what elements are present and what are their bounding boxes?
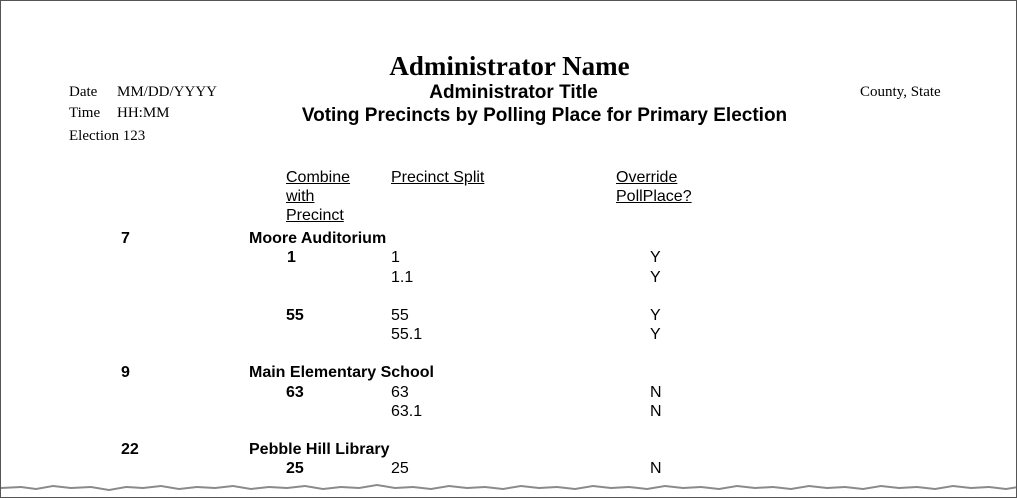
column-header-combine [286,168,350,225]
administrator-name: Administrator Name [389,51,630,81]
column-header-combine-line3: Precinct [286,207,344,224]
column-header-override-line2: PollPlace? [616,188,692,205]
administrator-title: Administrator Title [429,82,598,103]
combine-precinct: 1 [287,249,296,266]
polling-place-name: Pebble Hill Library [249,441,390,458]
time-value: HH:MM [117,105,170,121]
precinct-split: 55 [391,307,409,324]
override-flag: N [650,460,662,477]
column-header-combine-line1: Combine [286,169,351,186]
polling-place-id: 7 [121,230,130,247]
column-header-override [616,168,692,206]
torn-edge-graphic [1,481,1017,497]
county-state: County, State [860,84,941,100]
combine-precinct: 63 [286,384,304,401]
polling-place-id: 22 [121,441,139,458]
precinct-split: 25 [391,460,409,477]
column-header-precinct-split: Precinct Split [391,169,485,186]
override-flag: Y [650,326,661,343]
date-value: MM/DD/YYYY [117,84,218,100]
precinct-split: 63.1 [391,403,423,420]
time-label: Time [69,105,101,121]
polling-place-id: 9 [121,364,130,381]
combine-precinct: 55 [286,307,304,324]
column-header-override-line1: Override [616,169,678,186]
precinct-split: 1.1 [391,269,414,286]
combine-precinct: 25 [286,460,304,477]
override-flag: N [650,403,662,420]
report-title: Voting Precincts by Polling Place for Primary Election [301,105,788,126]
override-flag: Y [650,307,661,324]
polling-place-name: Moore Auditorium [249,230,387,247]
date-label: Date [69,84,98,100]
polling-place-name: Main Elementary School [249,364,434,381]
column-header-combine-line2: with [286,188,315,205]
precinct-split: 1 [391,249,400,266]
election-label: Election 123 [69,128,146,144]
override-flag: Y [650,249,661,266]
override-flag: Y [650,269,661,286]
override-flag: N [650,384,662,401]
precinct-split: 55.1 [391,326,423,343]
precinct-split: 63 [391,384,409,401]
